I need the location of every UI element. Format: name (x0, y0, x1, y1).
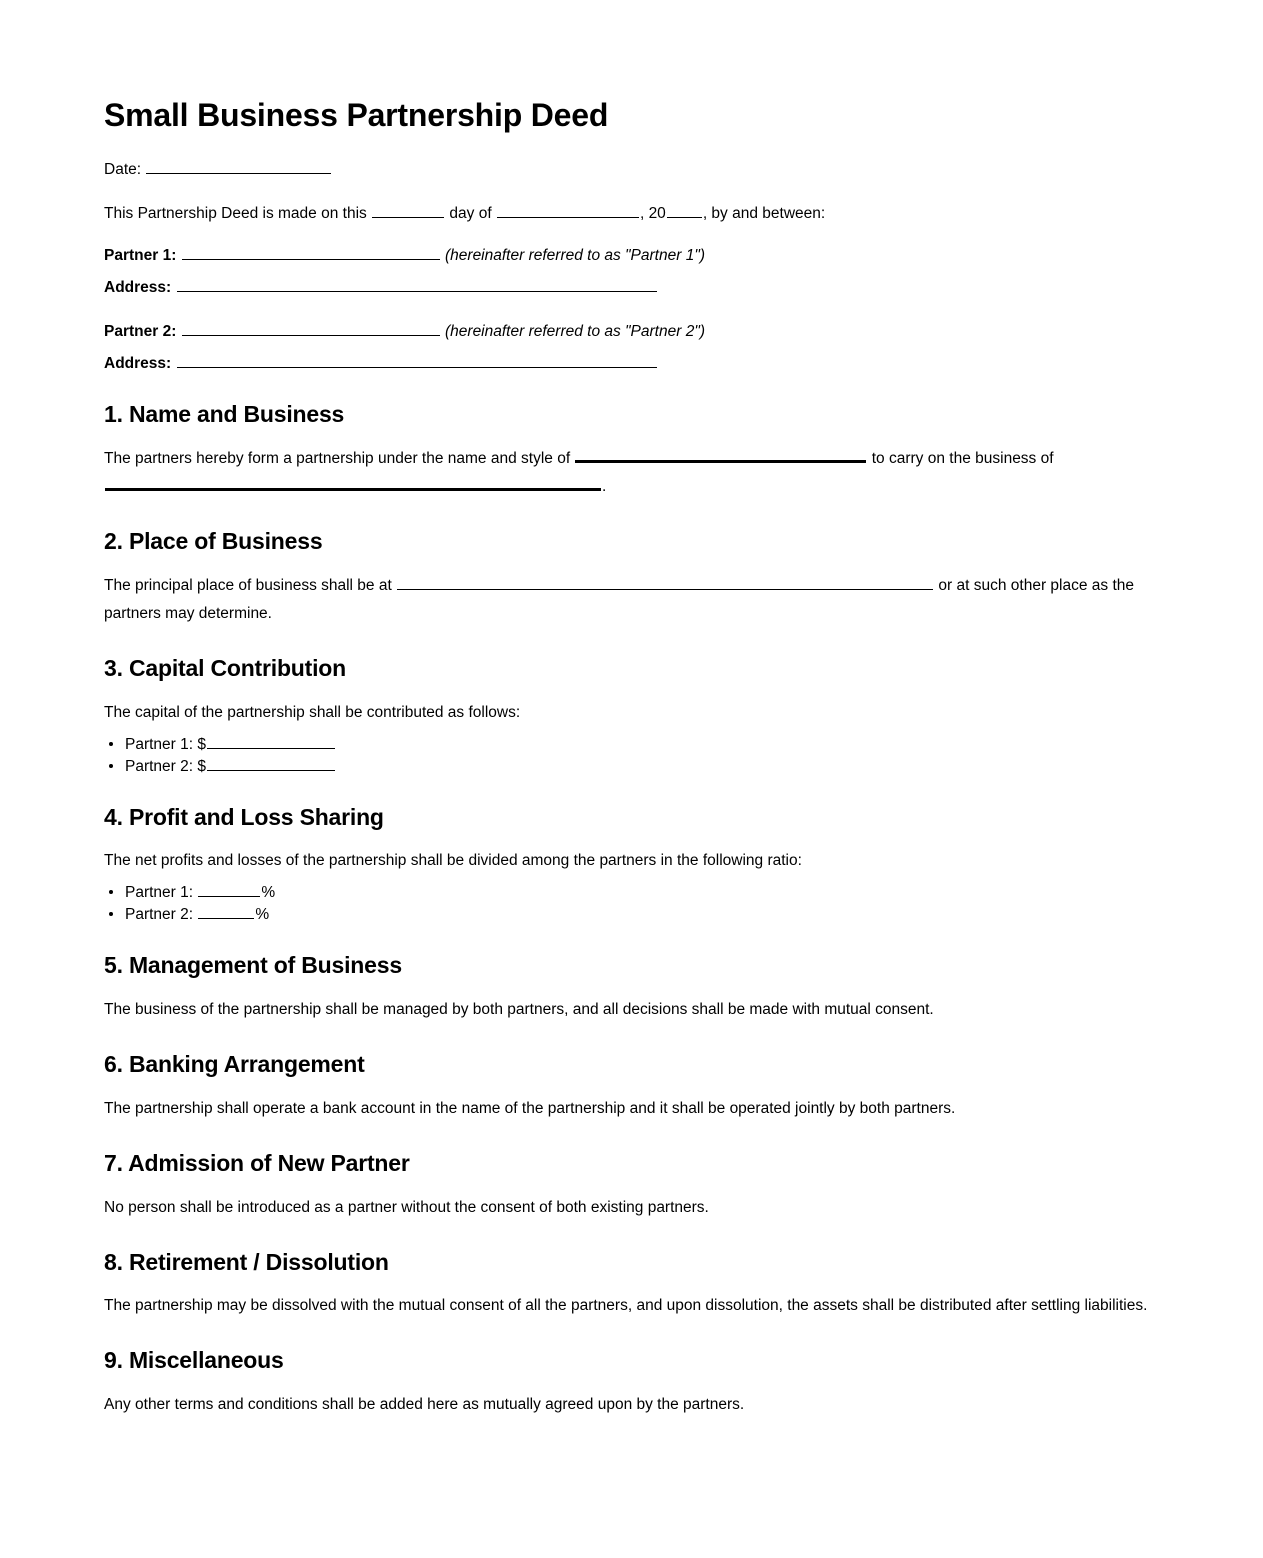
spacer (104, 306, 1159, 318)
section-heading-banking-arrangement: 6. Banking Arrangement (104, 1051, 365, 1078)
profit-partner-1-blank[interactable] (198, 881, 260, 897)
section-body-banking-arrangement: The partnership shall operate a bank account in the name of the partnership and it shall be operated jointly by both partners. (104, 1099, 956, 1117)
date-input-blank[interactable] (146, 158, 331, 174)
section-heading-management-of-business: 5. Management of Business (104, 952, 402, 979)
section-body-place-of-business (104, 572, 1159, 628)
list-item (104, 733, 1159, 755)
intro-text-part2: day of (449, 205, 492, 223)
business-name-blank[interactable] (575, 445, 866, 463)
section-body-management-of-business: The business of the partnership shall be managed by both partners, and all decisions shall be made with mutual consent. (104, 1001, 934, 1019)
intro-text-part3: , 20 (639, 205, 666, 223)
section-2-text-part1: The principal place of business shall be at (104, 576, 392, 594)
section-1-text-part3: . (602, 478, 607, 496)
capital-partner-2-label: Partner 2: $ (125, 757, 206, 775)
list-item (104, 881, 1159, 903)
section-heading-admission-of-new-partner: 7. Admission of New Partner (104, 1149, 410, 1176)
partner-2-note: (hereinafter referred to as "Partner 2") (445, 323, 705, 341)
capital-partner-1-blank[interactable] (207, 733, 335, 749)
section-body-profit-and-loss-sharing: The net profits and losses of the partnership shall be divided among the partners in the following ratio: (104, 852, 802, 870)
section-body-miscellaneous: Any other terms and conditions shall be added here as mutually agreed upon by the partners. (104, 1396, 745, 1414)
partner-2-address-blank[interactable] (177, 352, 657, 368)
partner-2-name-line (104, 318, 1159, 346)
section-heading-profit-and-loss-sharing: 4. Profit and Loss Sharing (104, 803, 384, 830)
capital-partner-2-blank[interactable] (207, 755, 335, 771)
section-heading-capital-contribution: 3. Capital Contribution (104, 654, 346, 681)
partner-1-name-blank[interactable] (182, 244, 440, 260)
partner-2-address-line (104, 350, 1159, 378)
partner-1-address-line (104, 274, 1159, 302)
intro-text-part1: This Partnership Deed is made on this (104, 205, 367, 223)
section-heading-retirement-dissolution: 8. Retirement / Dissolution (104, 1248, 389, 1275)
section-1-text-part2: to carry on the business of (871, 450, 1054, 468)
month-input-blank[interactable] (497, 202, 639, 218)
day-input-blank[interactable] (372, 202, 444, 218)
section-heading-name-and-business: 1. Name and Business (104, 401, 345, 428)
partner-1-address-blank[interactable] (177, 276, 657, 292)
profit-partner-2-label: Partner 2: (125, 906, 194, 924)
section-body-retirement-dissolution: The partnership may be dissolved with the mutual consent of all the partners, and upon dissolution, the assets shall be distributed after settling liabilities. (104, 1297, 1148, 1315)
profit-partner-2-unit: % (255, 906, 270, 924)
place-of-business-blank[interactable] (397, 574, 933, 590)
partner-1-note: (hereinafter referred to as "Partner 1") (445, 247, 705, 265)
section-1-text-part1: The partners hereby form a partnership under the name and style of (104, 450, 571, 468)
partner-1-label: Partner 1: (104, 247, 177, 265)
year-input-blank[interactable] (667, 202, 702, 218)
list-item (104, 903, 1159, 925)
spacer (104, 188, 1159, 200)
page-title: Small Business Partnership Deed (104, 97, 609, 133)
intro-text-part4: , by and between: (702, 205, 826, 223)
deed-intro-line (104, 200, 1159, 228)
profit-partner-1-label: Partner 1: (125, 884, 194, 902)
section-2-text-part2: or at such other place as the partners may determine. (104, 576, 1134, 622)
capital-contribution-list (104, 733, 1159, 777)
profit-partner-1-unit: % (261, 884, 276, 902)
document-body (104, 96, 1159, 1419)
section-heading-place-of-business: 2. Place of Business (104, 528, 323, 555)
profit-partner-2-blank[interactable] (198, 903, 254, 919)
section-body-capital-contribution: The capital of the partnership shall be contributed as follows: (104, 703, 521, 721)
section-body-name-and-business (104, 445, 1159, 501)
partner-1-name-line (104, 242, 1159, 270)
partner-1-address-label: Address: (104, 279, 172, 297)
partner-2-address-label: Address: (104, 355, 172, 373)
profit-sharing-list (104, 881, 1159, 925)
business-description-blank[interactable] (105, 473, 601, 491)
list-item (104, 755, 1159, 777)
capital-partner-1-label: Partner 1: $ (125, 735, 206, 753)
partner-2-label: Partner 2: (104, 323, 177, 341)
section-heading-miscellaneous: 9. Miscellaneous (104, 1347, 284, 1374)
date-field-line (104, 156, 1159, 184)
section-body-admission-of-new-partner: No person shall be introduced as a partner without the consent of both existing partners. (104, 1198, 709, 1216)
partner-2-name-blank[interactable] (182, 320, 440, 336)
date-label: Date: (104, 161, 142, 179)
